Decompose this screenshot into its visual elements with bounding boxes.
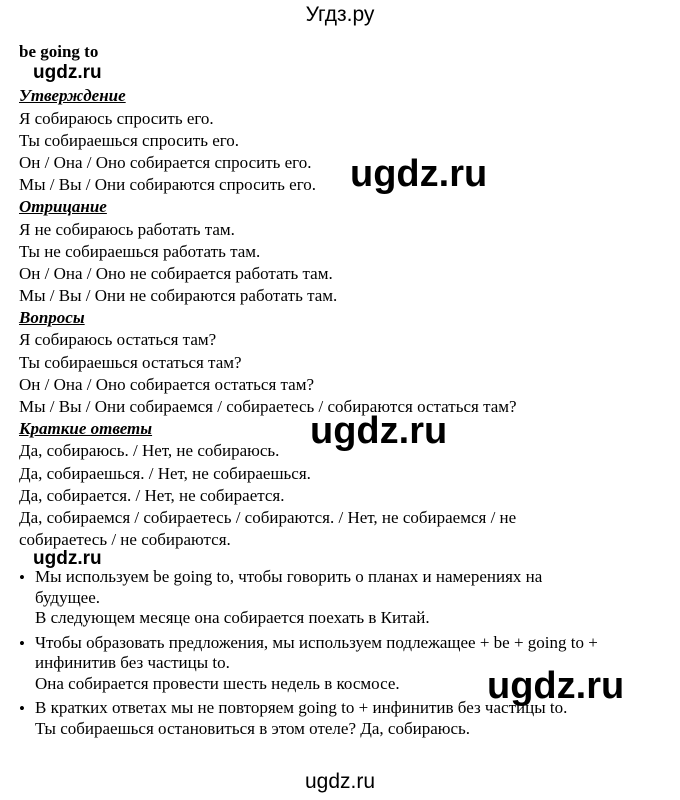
note-line: инфинитив без частицы to. xyxy=(35,653,230,672)
watermark: ugdz.ru xyxy=(350,153,488,195)
example-line: Я собираюсь остаться там? xyxy=(19,330,217,350)
example-line: Да, собирается. / Нет, не собирается. xyxy=(19,485,285,505)
example-line: Да, собираемся / собираетесь / собираются. / Нет, не собираемся / не xyxy=(19,507,517,527)
watermark-spacer xyxy=(19,63,669,85)
usage-note xyxy=(19,567,669,629)
section-heading: Краткие ответы xyxy=(19,419,153,439)
note-example: В следующем месяце она собирается поехать в Китай. xyxy=(35,608,430,627)
example-line: Ты собираешься остаться там? xyxy=(19,352,242,372)
section-negative xyxy=(19,196,669,307)
example-line: Мы / Вы / Они не собираются работать там. xyxy=(19,286,338,306)
section-questions xyxy=(19,307,669,418)
note-line: В кратких ответах мы не повторяем going to + инфинитив без частицы to. xyxy=(35,698,568,717)
note-example: Она собирается провести шесть недель в космосе. xyxy=(35,673,400,693)
grammar-content xyxy=(19,41,669,551)
example-line: Да, собираешься. / Нет, не собираешься. xyxy=(19,463,311,483)
bullet-icon: • xyxy=(19,699,25,718)
watermark: ugdz.ru xyxy=(33,62,102,83)
example-line: Он / Она / Оно не собирается работать там. xyxy=(19,263,333,283)
example-line: собираетесь / не собираются. xyxy=(19,530,231,550)
example-line: Он / Она / Оно собирается спросить его. xyxy=(19,152,312,172)
example-line: Он / Она / Оно собирается остаться там? xyxy=(19,374,314,394)
note-line: будущее. xyxy=(35,587,101,607)
bullet-icon: • xyxy=(19,633,25,653)
bullet-icon: • xyxy=(19,568,25,587)
watermark: ugdz.ru xyxy=(487,665,625,707)
example-line: Да, собираюсь. / Нет, не собираюсь. xyxy=(19,441,280,461)
topic-title: be going to xyxy=(19,42,99,61)
watermark: ugdz.ru xyxy=(33,548,102,569)
example-line: Я не собираюсь работать там. xyxy=(19,219,235,239)
usage-notes xyxy=(19,567,669,739)
section-heading: Утверждение xyxy=(19,86,126,106)
example-line: Ты не собираешься работать там. xyxy=(19,241,261,261)
section-affirmative xyxy=(19,85,669,196)
section-heading: Вопросы xyxy=(19,308,85,328)
example-line: Ты собираешься спросить его. xyxy=(19,130,240,150)
section-heading: Отрицание xyxy=(19,197,107,217)
note-line: Чтобы образовать предложения, мы используем подлежащее + be + going to + xyxy=(35,632,598,652)
note-line: Мы используем be going to, чтобы говорить о планах и намерениях на xyxy=(35,567,543,586)
site-header[interactable]: Угдз.ру xyxy=(305,3,375,26)
example-line: Мы / Вы / Они собираемся / собираетесь / собираются остаться там? xyxy=(19,397,517,416)
watermark: ugdz.ru xyxy=(310,410,448,452)
footer-watermark: ugdz.ru xyxy=(304,770,376,793)
note-example: Ты собираешься остановиться в этом отеле? Да, собираюсь. xyxy=(35,718,470,738)
example-line: Я собираюсь спросить его. xyxy=(19,108,214,128)
example-line: Мы / Вы / Они собираются спросить его. xyxy=(19,175,317,195)
